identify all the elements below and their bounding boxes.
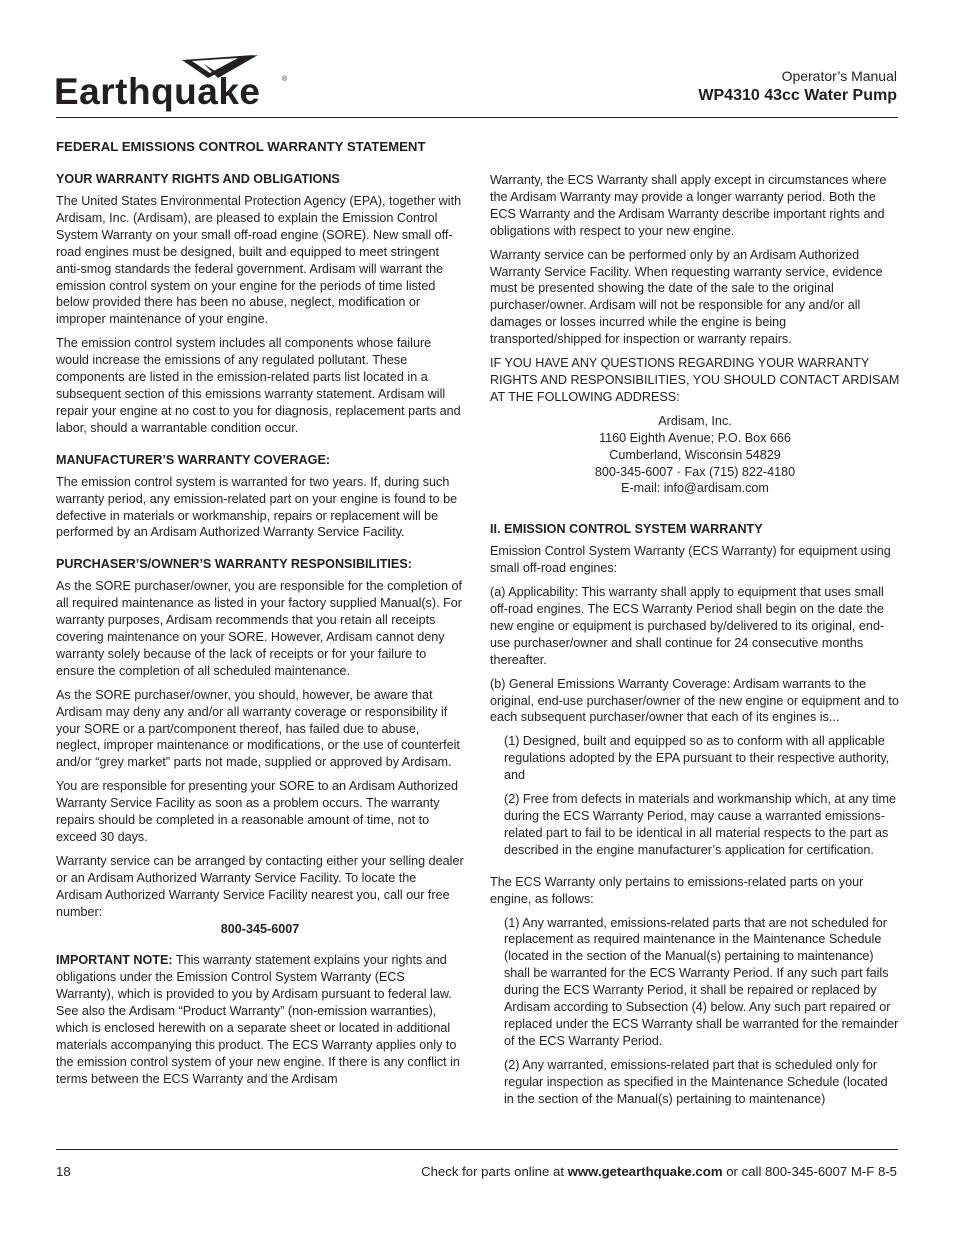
footer-text: Check for parts online at xyxy=(421,1164,568,1179)
logo-wordmark: Earthquake xyxy=(54,71,261,112)
paragraph: The United States Environmental Protection Agency (EPA), together with Ardisam, Inc. (Ardisam), are pleased to explain the Emission Control System Warranty on your small off-road engine (SORE). New small off-road engines must be designed, built and equipped to meet stringent anti-smog standards the federal government. Ardisam will warrant the emission control system on your engine for the periods of time listed below provided there has been no abuse, neglect, modification or improper maintenance of your engine. xyxy=(56,194,462,327)
header-right xyxy=(698,68,897,107)
page-number: 18 xyxy=(56,1164,71,1179)
paragraph: (1) Designed, built and equipped so as to conform with all applicable regulations adopted by the EPA pursuant to their respective authority, and xyxy=(504,734,890,783)
paragraph: (a) Applicability: This warranty shall apply to equipment that uses small off-road engines. The ECS Warranty Period shall begin on the date the new engine or equipment is purchased by/delivered to its original, end-use purchaser/owner and shall continue for 24 consecutive months thereafter. xyxy=(490,585,885,667)
heading-owner-responsibilities: PURCHASER’S/OWNER’S WARRANTY RESPONSIBILITIES: xyxy=(56,557,412,572)
paragraph: (2) Free from defects in materials and workmanship which, at any time during the ECS Warranty Period, may cause a warranted emissions-related part to fail to be identical in all material respects to the part as described in the engine manufacturer’s application for certification. xyxy=(504,792,896,857)
important-note xyxy=(56,952,464,1087)
paragraph: The ECS Warranty only pertains to emissions-related parts on your engine, as follows: xyxy=(490,874,864,906)
paragraph: (b) General Emissions Warranty Coverage: Ardisam warrants to the original, end-use purchaser/owner of the new engine or equipment and to each subsequent purchaser/owner that each of its engines is... xyxy=(490,676,899,725)
contact-address xyxy=(490,413,900,498)
paragraph: Warranty service can be performed only by an Ardisam Authorized Warranty Service Facility. When requesting warranty service, evidence must be presented showing the date of the sale to the original purchaser/owner. Ardisam will not be responsible for any and/or all damages or losses incurred while the engine is being transported/shipped for inspection or warranty repairs. xyxy=(490,247,883,347)
footer-rule xyxy=(56,1149,898,1150)
address-line: E-mail: info@ardisam.com xyxy=(621,481,769,496)
paragraph: As the SORE purchaser/owner, you should, however, be aware that Ardisam may deny any and/or all warranty coverage or responsibility if your SORE or a part/component thereof, has failed due to abuse, neglect, improper maintenance or modifications, or the use of counterfeit and/or “grey market” parts not made, supplied or approved by Ardisam. xyxy=(56,687,460,770)
paragraph: Warranty service can be arranged by contacting either your selling dealer or an Ardisam Authorized Warranty Service Facility. To locate the Ardisam Authorized Warranty Service Facility nearest you, call our free number: xyxy=(56,853,464,919)
manual-title: WP4310 43cc Water Pump xyxy=(698,87,897,104)
paragraph: IF YOU HAVE ANY QUESTIONS REGARDING YOUR WARRANTY RIGHTS AND RESPONSIBILITIES, YOU SHOULD CONTACT ARDISAM AT THE FOLLOWING ADDRESS: xyxy=(490,356,900,404)
header-rule xyxy=(56,117,898,118)
address-line: Ardisam, Inc. xyxy=(658,413,732,428)
earthquake-logo xyxy=(54,52,290,116)
heading-ecs-warranty: II. EMISSION CONTROL SYSTEM WARRANTY xyxy=(490,522,763,537)
right-column xyxy=(490,172,900,1115)
important-note-label: IMPORTANT NOTE: xyxy=(56,953,173,968)
heading-warranty-rights: YOUR WARRANTY RIGHTS AND OBLIGATIONS xyxy=(56,172,340,186)
free-phone-number: 800-345-6007 xyxy=(220,921,300,936)
manual-subtitle: Operator’s Manual xyxy=(781,68,897,84)
address-line: 1160 Eighth Avenue; P.O. Box 666 xyxy=(599,430,791,445)
paragraph: The emission control system includes all components whose failure would increase the emissions of any regulated pollutant. These components are listed in the emission-related parts list located in a subsequent section of this emissions warranty statement. Ardisam will repair your engine at no cost to you for diagnosis, replacement parts and labor, should a warrantable condition occur. xyxy=(56,336,461,435)
section-heading-main: FEDERAL EMISSIONS CONTROL WARRANTY STATEMENT xyxy=(56,139,426,154)
registered-mark: ® xyxy=(282,76,288,83)
footer-text: or call 800-345-6007 M-F 8-5 xyxy=(722,1164,897,1179)
paragraph: Warranty, the ECS Warranty shall apply except in circumstances where the Ardisam Warranty may provide a longer warranty period. Both the ECS Warranty and the Ardisam Warranty describe important rights and obligations with respect to your new engine. xyxy=(490,173,887,238)
address-line: 800-345-6007 · Fax (715) 822-4180 xyxy=(594,464,796,479)
paragraph: (2) Any warranted, emissions-related part that is scheduled only for regular inspection as specified in the Maintenance Schedule (located in the section of the Manual(s) pertaining to maintenance) xyxy=(504,1057,888,1106)
important-note-text: This warranty statement explains your rights and obligations under the Emission Control System Warranty (ECS Warranty), which is provided to you by Ardisam pursuant to federal law. See also the Ardisam “Product Warranty” (non-emission warranties), which is enclosed herewith on a separate sheet or located in additional materials accompanying this product. The ECS Warranty applies only to the emission control system of your new engine. If there is any conflict in terms between the ECS Warranty and the Ardisam xyxy=(56,953,460,1086)
footer-contact xyxy=(421,1163,897,1180)
left-column xyxy=(56,138,464,1095)
paragraph: Emission Control System Warranty (ECS Warranty) for equipment using small off-road engines: xyxy=(490,544,891,576)
paragraph: The emission control system is warranted for two years. If, during such warranty period, any emission-related part on your engine is found to be defective in materials or workmanship, repairs or replacement will be performed by an Ardisam Authorized Warranty Service Facility. xyxy=(56,474,458,540)
address-line: Cumberland, Wisconsin 54829 xyxy=(609,447,781,462)
heading-manufacturer-coverage: MANUFACTURER’S WARRANTY COVERAGE: xyxy=(56,452,331,467)
website-link[interactable]: www.getearthquake.com xyxy=(567,1164,723,1179)
paragraph: As the SORE purchaser/owner, you are responsible for the completion of all required maintenance as listed in your factory supplied Manual(s). For warranty purposes, Ardisam recommends that you retain all receipts covering maintenance on your SORE. However, Ardisam cannot deny warranty solely because of the lack of receipts or for your failure to ensure the completion of all scheduled maintenance. xyxy=(56,579,463,678)
paragraph: You are responsible for presenting your SORE to an Ardisam Authorized Warranty Service Facility as soon as a problem occurs. The warranty repairs should be completed in a reasonable amount of time, not to exceed 30 days. xyxy=(56,779,459,844)
paragraph: (1) Any warranted, emissions-related parts that are not scheduled for replacement as required maintenance in the Maintenance Schedule (located in the section of the Manual(s) pertaining to maintenance) shall be warranted for the ECS Warranty Period. If any such part fails during the ECS Warranty Period, it shall be repaired or replaced by Ardisam according to Subsection (4) below. Any such part repaired or replaced under the ECS Warranty shall be warranted for the remainder of the ECS Warranty Period. xyxy=(504,915,899,1048)
